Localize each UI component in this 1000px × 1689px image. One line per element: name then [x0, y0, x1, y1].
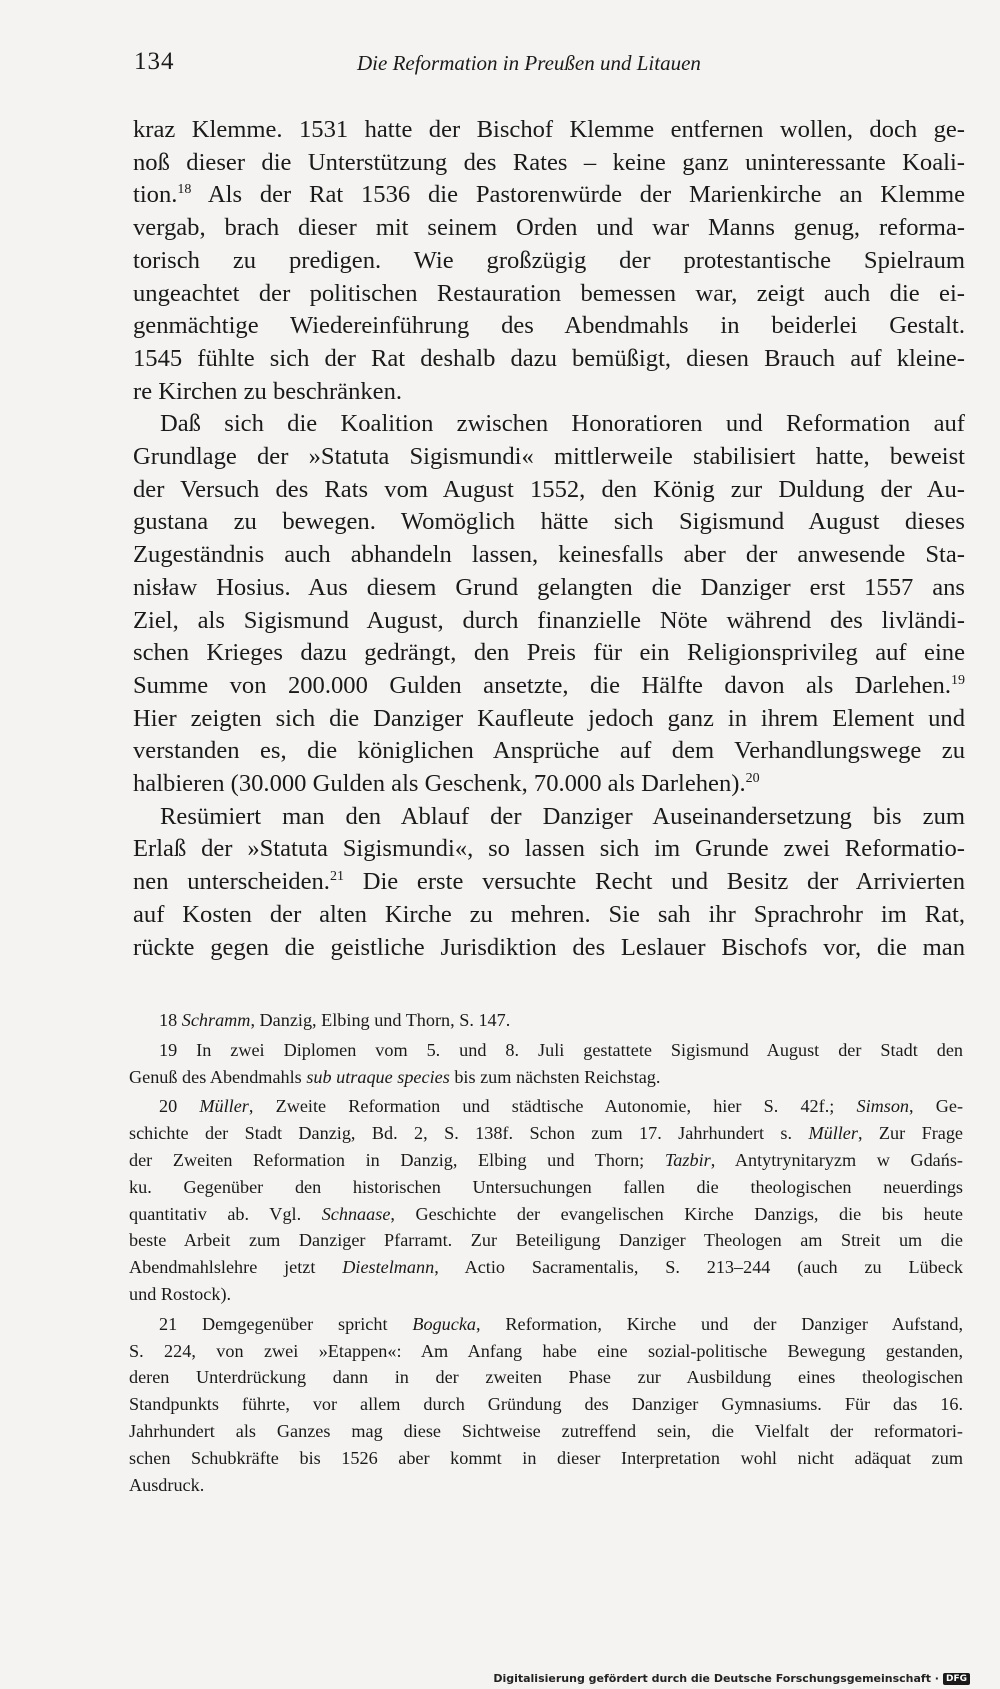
body-text — [133, 114, 965, 964]
body-line — [133, 179, 965, 212]
body-line — [133, 310, 965, 343]
footnote-line — [129, 1445, 963, 1472]
text-segment: Grundlage der »Statuta Sigismundi« mittlerweile stabilisiert hatte, beweist — [133, 443, 965, 471]
italic-text: Bogucka — [412, 1313, 476, 1334]
text-segment: auf Kosten der alten Kirche zu mehren. Sie sah ihr Sprachrohr im Rat, — [133, 900, 965, 928]
text-segment: ungeachtet der politischen Restauration bemessen war, zeigt auch die ei- — [133, 279, 965, 307]
italic-text: Schnaase — [321, 1203, 391, 1224]
footnote-line — [129, 1147, 963, 1174]
text-segment: , Actio Sacramentalis, S. 213–244 (auch zu Lübeck — [434, 1257, 963, 1278]
footnote-19 — [129, 1037, 963, 1091]
text-segment: , Danzig, Elbing und Thorn, S. 147. — [250, 1010, 511, 1030]
footnote-ref: 21 — [329, 868, 344, 884]
text-segment: Erlaß der »Statuta Sigismundi«, so lassen sich im Grunde zwei Reformatio- — [133, 835, 965, 863]
text-segment: nen unterscheiden. — [133, 868, 330, 896]
dfg-logo: DFG — [943, 1673, 970, 1685]
footnote-line — [129, 1227, 963, 1254]
body-line — [133, 735, 965, 768]
body-line — [133, 114, 965, 147]
text-segment: Standpunkts führte, vor allem durch Gründung des Danziger Gymnasiums. Für das 16. — [129, 1394, 963, 1415]
body-line — [133, 605, 965, 638]
text-segment: deren Unterdrückung dann in der zweiten Phase zur Ausbildung eines theologischen — [129, 1367, 963, 1388]
italic-text: Diestelmann — [342, 1257, 435, 1278]
footnote-line — [129, 1281, 963, 1308]
text-segment: noß dieser die Unterstützung des Rates – keine ganz uninteressante Koali- — [133, 148, 965, 176]
text-segment: bis zum nächsten Reichstag. — [449, 1066, 661, 1087]
text-segment: re Kirchen zu beschränken. — [133, 377, 403, 405]
body-line — [133, 703, 965, 736]
text-segment: , Zweite Reformation und städtische Autonomie, hier S. 42f.; — [248, 1096, 857, 1117]
text-segment: 21 Demgegenüber spricht — [159, 1313, 413, 1334]
text-segment: halbieren (30.000 Gulden als Geschenk, 70.000 als Darlehen). — [133, 770, 746, 798]
body-line — [133, 899, 965, 932]
body-line — [133, 932, 965, 965]
footnote-21 — [129, 1311, 963, 1499]
body-line — [133, 768, 965, 801]
text-segment: Abendmahlslehre jetzt — [129, 1257, 343, 1278]
text-segment: 1545 fühlte sich der Rat deshalb dazu bemüßigt, diesen Brauch auf kleine- — [133, 344, 965, 372]
footnote-line — [129, 1037, 963, 1064]
text-segment: , Zur Frage — [857, 1123, 963, 1144]
footnote-ref: 19 — [951, 672, 965, 688]
italic-text: Müller — [199, 1096, 249, 1117]
text-segment: 18 — [159, 1010, 182, 1030]
text-segment: verstanden es, die königlichen Ansprüche auf dem Verhandlungswege zu — [133, 737, 965, 765]
text-segment: Resümiert man den Ablauf der Danziger Auseinandersetzung bis zum — [160, 802, 965, 830]
footnote-line — [129, 1120, 963, 1147]
text-segment: , Antytrynitaryzm w Gdańs- — [710, 1149, 963, 1170]
page-number: 134 — [134, 48, 175, 75]
footnote-line — [129, 1007, 963, 1034]
footnote-line — [129, 1174, 963, 1201]
text-segment: schichte der Stadt Danzig, Bd. 2, S. 138f. Schon zum 17. Jahrhundert s. — [129, 1123, 809, 1144]
footnote-line — [129, 1064, 963, 1091]
footnote-ref: 20 — [745, 770, 760, 786]
text-segment: , Ge- — [909, 1096, 964, 1117]
digitization-footer — [493, 1672, 970, 1685]
text-segment: 20 — [159, 1096, 200, 1117]
footnote-line — [129, 1254, 963, 1281]
body-line — [133, 833, 965, 866]
text-segment: quantitativ ab. Vgl. — [129, 1203, 322, 1224]
text-segment: nisław Hosius. Aus diesem Grund gelangten die Danziger erst 1557 ans — [133, 573, 965, 601]
text-segment: Daß sich die Koalition zwischen Honoratioren und Reformation auf — [160, 410, 965, 438]
footnote-line — [129, 1418, 963, 1445]
footnote-18 — [129, 1007, 963, 1034]
text-segment: schen Schubkräfte bis 1526 aber kommt in dieser Interpretation wohl nicht adäquat zum — [129, 1447, 963, 1468]
italic-text: sub utraque species — [306, 1066, 450, 1087]
text-segment: der Versuch des Rats vom August 1552, den König zur Duldung der Au- — [133, 475, 965, 503]
text-segment: Jahrhundert als Ganzes mag diese Sichtweise zutreffend sein, die Vielfalt der reformatori- — [129, 1420, 963, 1441]
footnote-line — [129, 1338, 963, 1365]
text-segment: genmächtige Wiedereinführung des Abendmahls in beiderlei Gestalt. — [133, 312, 965, 340]
body-line — [133, 866, 965, 899]
text-segment: Genuß des Abendmahls — [129, 1066, 307, 1087]
footnote-ref: 18 — [177, 182, 192, 198]
body-line — [133, 408, 965, 441]
body-line — [133, 637, 965, 670]
text-segment: Als der Rat 1536 die Pastorenwürde der Marienkirche an Klemme — [191, 181, 965, 209]
text-segment: , Reformation, Kirche und der Danziger Aufstand, — [476, 1313, 963, 1334]
text-segment: tion. — [133, 181, 178, 209]
italic-text: Schramm — [181, 1010, 251, 1030]
text-segment: der Zweiten Reformation in Danzig, Elbing und Thorn; — [129, 1149, 665, 1170]
footnote-20 — [129, 1093, 963, 1307]
footnotes — [129, 1007, 963, 1498]
footnote-line — [129, 1472, 963, 1499]
footnote-line — [129, 1093, 963, 1120]
body-line — [133, 474, 965, 507]
body-line — [133, 343, 965, 376]
footnote-line — [129, 1364, 963, 1391]
text-segment: 19 In zwei Diplomen vom 5. und 8. Juli gestattete Sigismund August der Stadt den — [159, 1039, 963, 1060]
text-segment: gustana zu bewegen. Womöglich hätte sich Sigismund August dieses — [133, 508, 965, 536]
text-segment: rückte gegen die geistliche Jurisdiktion des Leslauer Bischofs vor, die man — [133, 933, 965, 961]
text-segment: Summe von 200.000 Gulden ansetzte, die Hälfte davon als Darlehen. — [133, 671, 951, 699]
text-segment: S. 224, von zwei »Etappen«: Am Anfang habe eine sozial-politische Bewegung gestanden, — [129, 1340, 963, 1361]
digitization-note: Digitalisierung gefördert durch die Deutsche Forschungsgemeinschaft · — [493, 1672, 939, 1685]
footnote-line — [129, 1311, 963, 1338]
body-line — [133, 147, 965, 180]
footnote-line — [129, 1391, 963, 1418]
footnote-line — [129, 1201, 963, 1228]
body-line — [133, 670, 965, 703]
text-segment: und Rostock). — [129, 1283, 232, 1304]
text-segment: Zugeständnis auch abhandeln lassen, keinesfalls aber der anwesende Sta- — [133, 541, 965, 569]
text-segment: , Geschichte der evangelischen Kirche Danzigs, die bis heute — [390, 1203, 963, 1224]
page-header — [134, 48, 966, 82]
italic-text: Müller — [808, 1123, 858, 1144]
italic-text: Tazbir — [664, 1149, 711, 1170]
running-title: Die Reformation in Preußen und Litauen — [357, 51, 701, 75]
text-segment: Hier zeigten sich die Danziger Kaufleute jedoch ganz in ihrem Element und — [133, 704, 965, 732]
body-line — [133, 212, 965, 245]
body-line — [133, 376, 965, 409]
body-line — [133, 801, 965, 834]
text-segment: schen Krieges dazu gedrängt, den Preis für ein Religionsprivileg auf eine — [133, 639, 965, 667]
text-segment: Die erste versuchte Recht und Besitz der Arrivierten — [343, 868, 965, 896]
text-segment: kraz Klemme. 1531 hatte der Bischof Klemme entfernen wollen, doch ge- — [133, 116, 965, 143]
body-line — [133, 441, 965, 474]
text-segment: ku. Gegenüber den historischen Untersuchungen fallen die theologischen neuerdings — [129, 1176, 963, 1197]
body-line — [133, 539, 965, 572]
text-segment: Ziel, als Sigismund August, durch finanzielle Nöte während des livländi- — [133, 606, 965, 634]
text-segment: beste Arbeit zum Danziger Pfarramt. Zur Beteiligung Danziger Theologen am Streit um die — [129, 1230, 963, 1251]
text-segment: torisch zu predigen. Wie großzügig der protestantische Spielraum — [133, 246, 965, 274]
body-line — [133, 506, 965, 539]
body-line — [133, 278, 965, 311]
text-segment: vergab, brach dieser mit seinem Orden und war Manns genug, reforma- — [133, 214, 965, 242]
italic-text: Simson — [856, 1096, 910, 1117]
text-segment: Ausdruck. — [129, 1474, 205, 1495]
body-line — [133, 572, 965, 605]
body-line — [133, 245, 965, 278]
